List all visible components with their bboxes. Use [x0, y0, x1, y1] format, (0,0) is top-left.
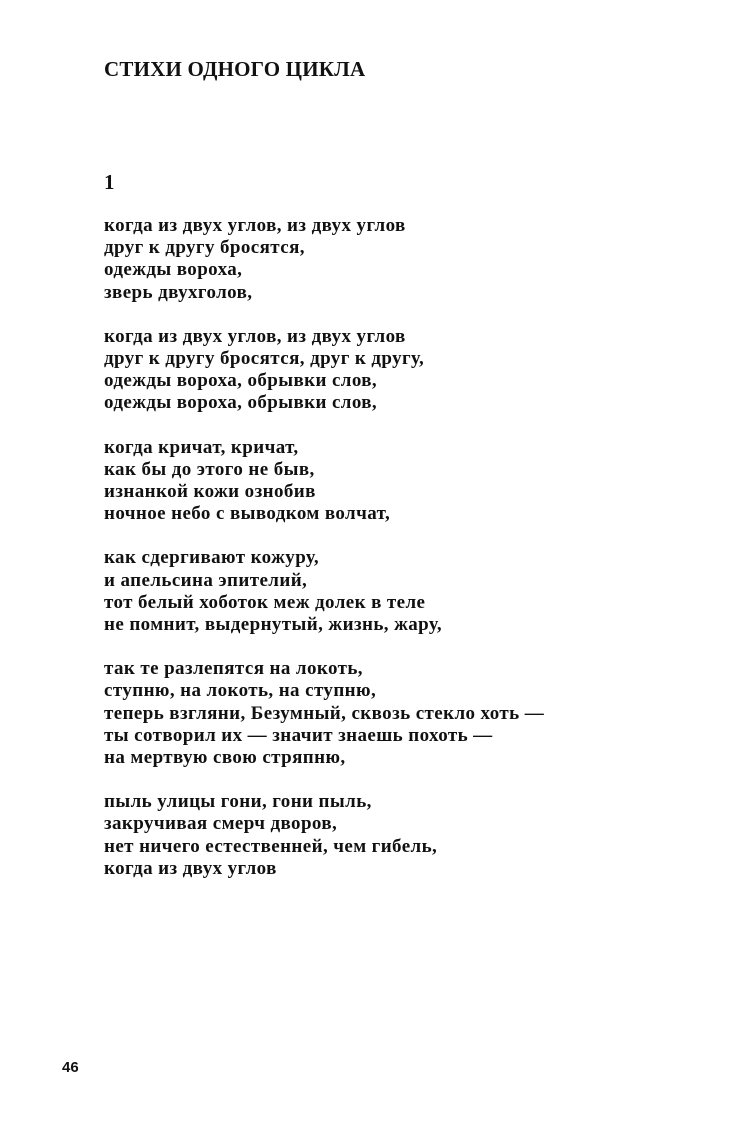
poem-line: тот белый хоботок меж долек в теле	[104, 591, 426, 613]
poem-line: теперь взгляни, Безумный, сквозь стекло хоть —	[104, 702, 545, 724]
stanza-5	[104, 658, 724, 769]
stanza-4	[104, 547, 724, 636]
poem-line: как сдергивают кожуру,	[104, 547, 320, 569]
stanza-1	[104, 215, 724, 304]
poem-line: одежды вороха,	[104, 259, 243, 281]
page-number: 46	[62, 1059, 79, 1076]
poem-line: зверь двухголов,	[104, 281, 253, 303]
poem-line: закручивая смерч дворов,	[104, 813, 338, 835]
poem-line: нет ничего естественней, чем гибель,	[104, 835, 438, 857]
poem-section-number: 1	[104, 170, 115, 194]
poem-line: изнанкой кожи ознобив	[104, 481, 316, 503]
poem-line: когда из двух углов, из двух углов	[104, 325, 406, 347]
stanza-2	[104, 326, 724, 415]
poem-line: на мертвую свою стряпню,	[104, 747, 346, 769]
poem-line: одежды вороха, обрывки слов,	[104, 370, 378, 392]
poem-line: одежды вороха, обрывки слов,	[104, 392, 378, 414]
poem-line: ступню, на локоть, на ступню,	[104, 680, 377, 702]
poem-line: когда из двух углов, из двух углов	[104, 215, 406, 236]
poem-line: ночное небо с выводком волчат,	[104, 503, 391, 525]
poem-line: пыль улицы гони, гони пыль,	[104, 791, 372, 813]
stanza-3	[104, 437, 724, 526]
poem-line: так те разлепятся на локоть,	[104, 658, 363, 680]
page-title: СТИХИ ОДНОГО ЦИКЛА	[104, 57, 366, 81]
poem-line: не помнит, выдернутый, жизнь, жару,	[104, 614, 443, 636]
poem-line: когда из двух углов	[104, 857, 277, 879]
poem-body	[104, 215, 724, 902]
poem-line: друг к другу бросятся, друг к другу,	[104, 348, 425, 370]
poem-line: как бы до этого не быв,	[104, 458, 315, 480]
poem-line: друг к другу бросятся,	[104, 237, 305, 259]
stanza-6	[104, 791, 724, 880]
poem-line: и апельсина эпителий,	[104, 569, 308, 591]
poem-line: ты сотворил их — значит знаешь похоть —	[104, 724, 493, 746]
poem-line: когда кричат, кричат,	[104, 436, 299, 458]
